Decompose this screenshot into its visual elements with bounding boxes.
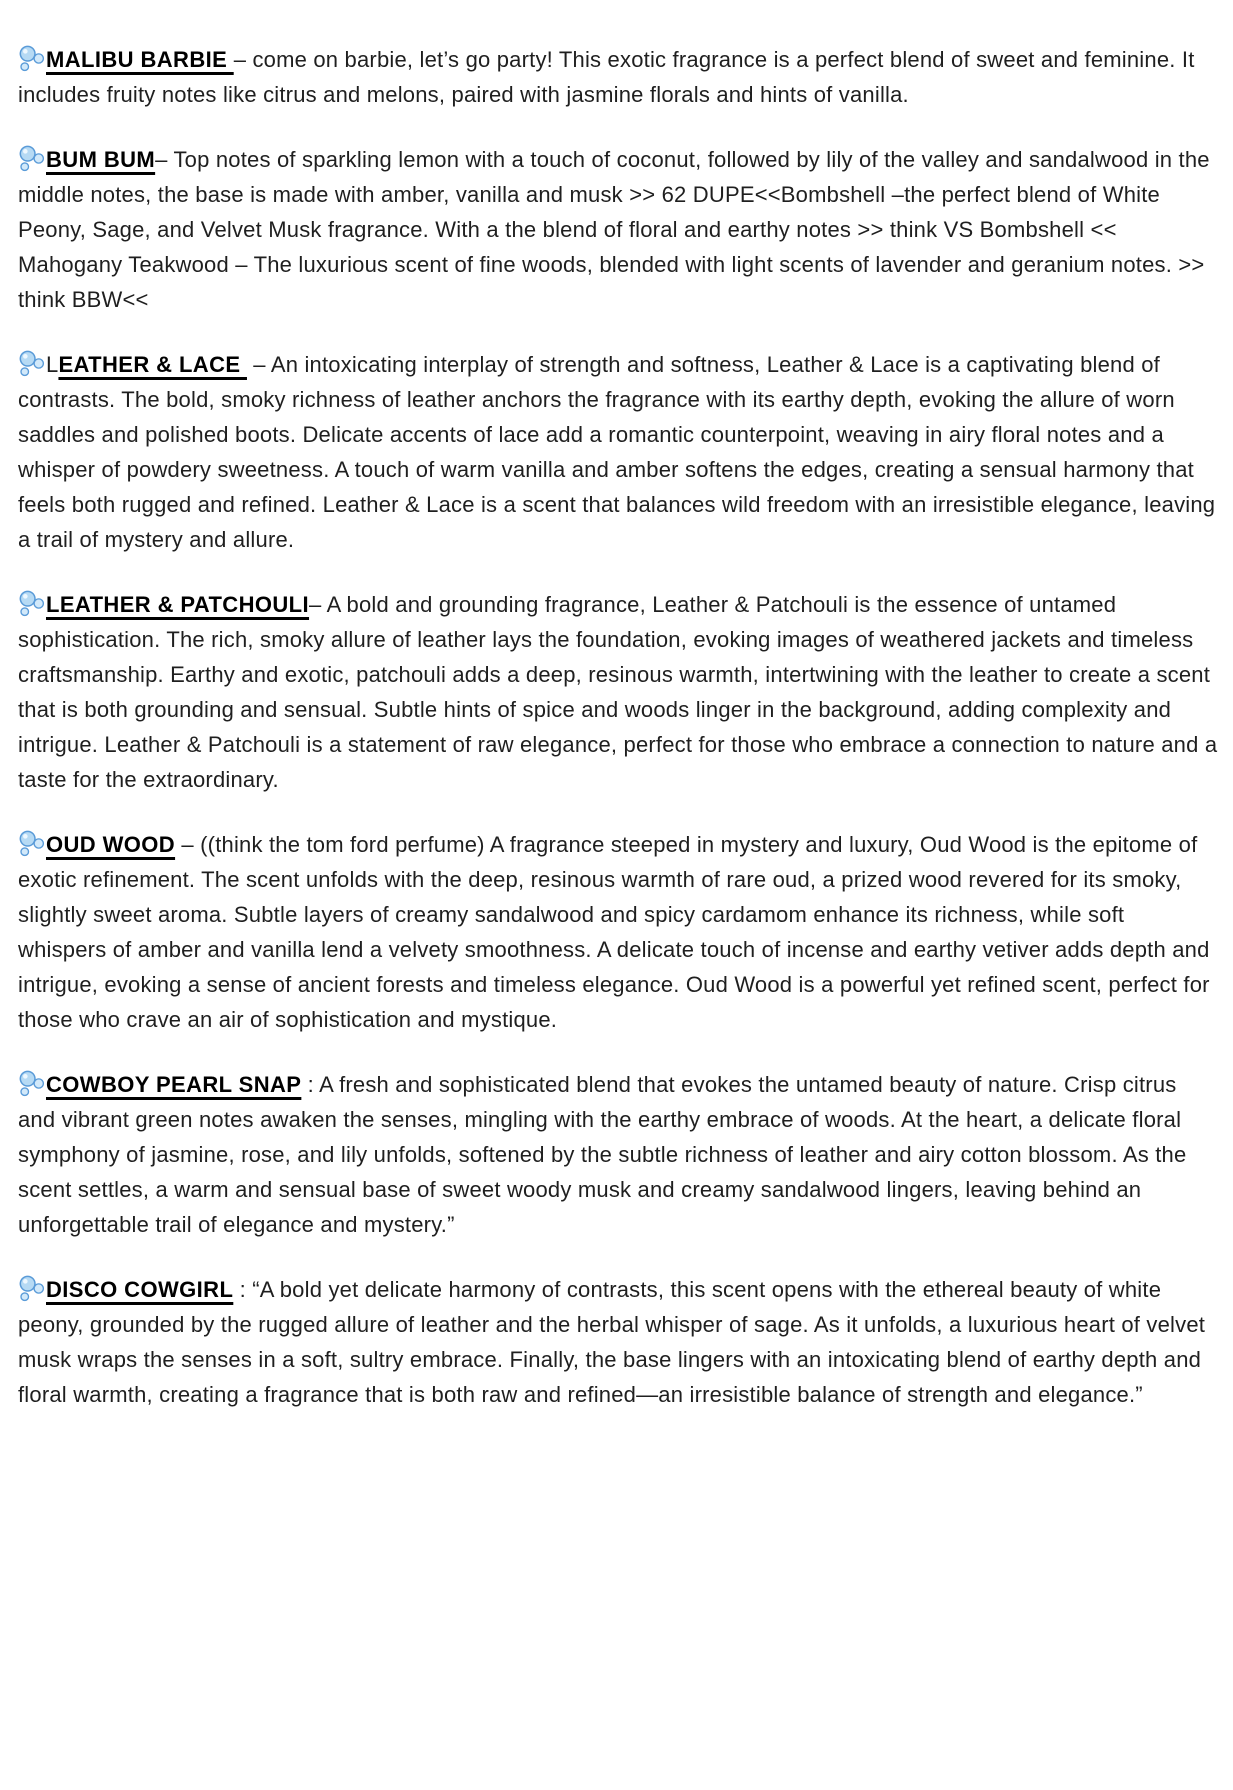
bubbles-icon — [18, 1274, 45, 1303]
fragrance-title: EATHER & LACE — [58, 352, 247, 377]
title-separator: – — [233, 47, 253, 72]
fragrance-paragraph-disco-cowgirl — [18, 1272, 1218, 1412]
fragrance-title: DISCO COWGIRL — [46, 1277, 234, 1302]
title-separator: – — [155, 147, 174, 172]
fragrance-description: A fresh and sophisticated blend that evokes the untamed beauty of nature. Crisp citrus and vibrant green notes awaken the senses, mingling with the earthy embrace of woods. At the heart, a delicate floral symphony of jasmine, rose, and lily unfolds, softened by the subtle richness of leather and airy cotton blossom. As the scent settles, a warm and sensual base of sweet woody musk and creamy sandalwood lingers, leaving behind an unforgettable trail of elegance and mystery.” — [18, 1072, 1187, 1237]
fragrance-description: A bold and grounding fragrance, Leather & Patchouli is the essence of untamed sophistication. The rich, smoky allure of leather lays the foundation, evoking images of weathered jackets and timeless craftsmanship. Earthy and exotic, patchouli adds a deep, resinous warmth, intertwining with the leather to create a scent that is both grounding and sensual. Subtle hints of spice and woods linger in the background, adding complexity and intrigue. Leather & Patchouli is a statement of raw elegance, perfect for those who embrace a connection to nature and a taste for the extraordinary. — [18, 592, 1218, 792]
fragrance-description: ((think the tom ford perfume) A fragrance steeped in mystery and luxury, Oud Wood is the epitome of exotic refinement. The scent unfolds with the deep, resinous warmth of rare oud, a prized wood revered for its smoky, slightly sweet aroma. Subtle layers of creamy sandalwood and spicy cardamom enhance its richness, while soft whispers of amber and vanilla lend a velvety smoothness. A delicate touch of incense and earthy vetiver adds depth and intrigue, evoking a sense of ancient forests and timeless elegance. Oud Wood is a powerful yet refined scent, perfect for those who crave an air of sophistication and mystique. — [18, 832, 1210, 1032]
title-separator: : — [301, 1072, 320, 1097]
fragrance-title: LEATHER & PATCHOULI — [46, 592, 310, 617]
title-separator: – — [309, 592, 327, 617]
bubbles-icon — [18, 1069, 45, 1098]
fragrance-paragraph-cowboy-pearl-snap — [18, 1067, 1218, 1242]
fragrance-paragraph-malibu-barbie — [18, 42, 1218, 112]
bubbles-icon — [18, 349, 45, 378]
fragrance-description: come on barbie, let’s go party! This exotic fragrance is a perfect blend of sweet and feminine. It includes fruity notes like citrus and melons, paired with jasmine florals and hints of vanilla. — [18, 47, 1195, 107]
fragrance-description: Top notes of sparkling lemon with a touch of coconut, followed by lily of the valley and sandalwood in the middle notes, the base is made with amber, vanilla and musk >> 62 DUPE<<Bombshell –the perfect blend of White Peony, Sage, and Velvet Musk fragrance. With a the blend of floral and earthy notes >> think VS Bombshell << Mahogany Teakwood – The luxurious scent of fine woods, blended with light scents of lavender and geranium notes. >> think BBW<< — [18, 147, 1210, 312]
fragrance-title: COWBOY PEARL SNAP — [46, 1072, 302, 1097]
fragrance-description: An intoxicating interplay of strength and softness, Leather & Lace is a captivating blend of contrasts. The bold, smoky richness of leather anchors the fragrance with its earthy depth, evoking the allure of worn saddles and polished boots. Delicate accents of lace add a romantic counterpoint, weaving in airy floral notes and a whisper of powdery sweetness. A touch of warm vanilla and amber softens the edges, creating a sensual harmony that feels both rugged and refined. Leather & Lace is a scent that balances wild freedom with an irresistible elegance, leaving a trail of mystery and allure. — [18, 352, 1216, 552]
bubbles-icon — [18, 829, 45, 858]
fragrance-paragraph-leather-and-lace — [18, 347, 1218, 557]
fragrance-list-document — [18, 42, 1218, 1412]
bubbles-icon — [18, 589, 45, 618]
fragrance-title: OUD WOOD — [46, 832, 176, 857]
bubbles-icon — [18, 144, 45, 173]
fragrance-paragraph-leather-and-patchouli — [18, 587, 1218, 797]
fragrance-paragraph-bum-bum — [18, 142, 1218, 317]
fragrance-paragraph-oud-wood — [18, 827, 1218, 1037]
title-separator: – — [175, 832, 201, 857]
fragrance-title: BUM BUM — [46, 147, 156, 172]
fragrance-description: “A bold yet delicate harmony of contrasts, this scent opens with the ethereal beauty of white peony, grounded by the rugged allure of leather and the herbal whisper of sage. As it unfolds, a luxurious heart of velvet musk wraps the senses in a soft, sultry embrace. Finally, the base lingers with an intoxicating blend of earthy depth and floral warmth, creating a fragrance that is both raw and refined—an irresistible balance of strength and elegance.” — [18, 1277, 1206, 1407]
title-separator: – — [246, 352, 271, 377]
title-separator: : — [233, 1277, 253, 1302]
fragrance-title-prefix: L — [46, 352, 59, 377]
bubbles-icon — [18, 44, 45, 73]
fragrance-title: MALIBU BARBIE — [46, 47, 234, 72]
